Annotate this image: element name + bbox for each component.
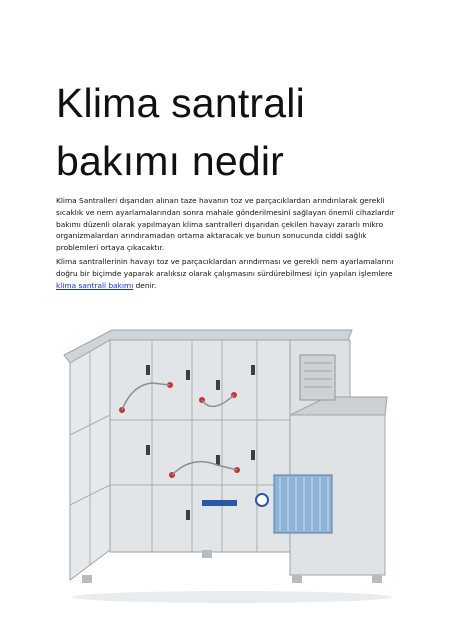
air-handling-unit-illustration bbox=[52, 325, 397, 605]
paragraph-definition bbox=[56, 256, 406, 291]
page-title: Klima santrali bakımı nedir bbox=[56, 80, 305, 184]
paragraph-definition-text: Klima santrallerinin havayı toz ve parçacıklardan arındırması ve gerekli nem ayarlamalarını doğru bir biçimde yaparak aralıksız olarak çalışmasını sürdürebilmesi için yapılan işlemlere bbox=[56, 257, 394, 278]
air-handling-unit-image bbox=[52, 325, 397, 605]
paragraph-definition-end: denir. bbox=[133, 280, 157, 290]
paragraph-intro: Klima Santralleri dışarıdan alınan taze havanın toz ve parçacıklardan arındırılarak gerekli sıcaklık ve nem ayarlamalarından sonra mahale gönderilmesini sağlayan önemli cihazlardır bakımı düzenli olarak yapılmayan klima santralleri dışarıdan çekilen havayı zararlı mikro organizmalardan arındıramadan ortama aktaracak ve bunun sonucunda ciddi sağlık problemleri ortaya çıkacaktır. bbox=[56, 196, 395, 253]
klima-santrali-bakimi-link[interactable]: klima santrali bakımı bbox=[56, 280, 134, 290]
